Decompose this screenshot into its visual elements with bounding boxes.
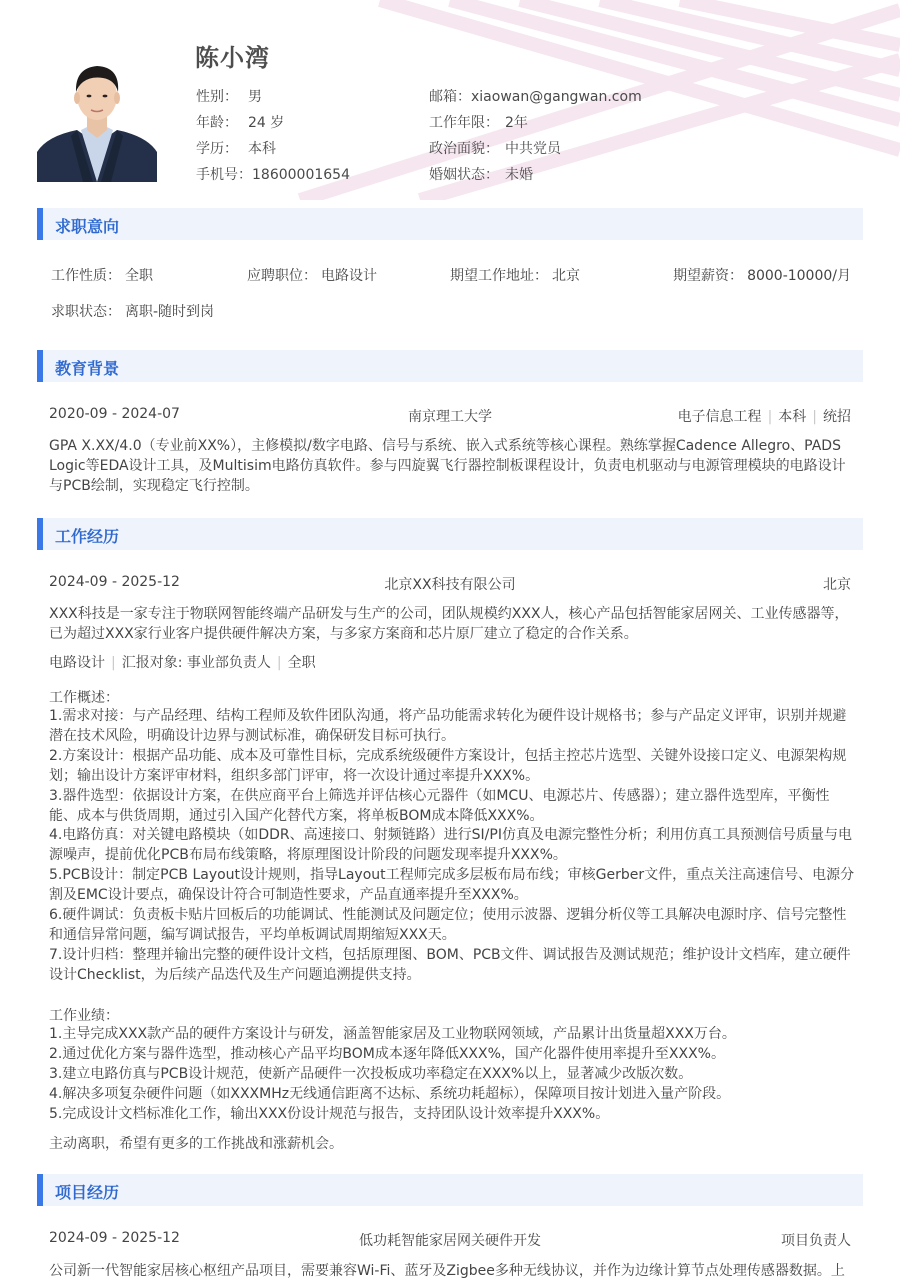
overview-line: 源噪声，提前优化PCB布局布线策略，将原理图设计阶段的问题发现率提升XXX%。 [49, 847, 567, 864]
overview-line: 2.方案设计：根据产品功能、成本及可靠性目标，完成系统级硬件方案设计，包括主控芯片选型、关键外设接口定义、电源架构规 [49, 747, 847, 764]
intent-location-value: 北京 [552, 268, 580, 284]
intent-position-label: 应聘职位： [247, 268, 317, 284]
profile-photo [37, 52, 157, 182]
education-school: 南京理工大学 [408, 409, 492, 425]
politics-field [429, 138, 561, 158]
project-role: 项目负责人 [781, 1233, 851, 1249]
achievement-line: 2.通过优化方案与器件选型，推动核心产品平均BOM成本逐年降低XXX%，国产化器件使用率提升至XXX%。 [49, 1045, 725, 1062]
overview-line: 5.PCB设计：制定PCB Layout设计规则，指导Layout工程师完成多层板布局布线；审核Gerber文件，重点关注高速信号、电源分 [49, 867, 855, 884]
marital-value: 未婚 [505, 167, 533, 183]
project-description: 公司新一代智能家居核心枢纽产品项目，需要兼容Wi-Fi、蓝牙及Zigbee多种无线协议，并作为边缘计算节点处理传感器数据。上 [49, 1263, 845, 1279]
candidate-name: 陈小湾 [195, 44, 270, 72]
education-level-field [196, 138, 276, 158]
phone-label: 手机号： [196, 167, 252, 183]
divider: | [812, 409, 817, 425]
overview-line: 设计Checklist，为后续产品迭代及生产问题追溯提供支持。 [49, 966, 421, 983]
divider: | [276, 655, 282, 671]
education-major-info [678, 406, 851, 426]
overview-line: 1.需求对接：与产品经理、结构工程师及软件团队沟通，将产品功能需求转化为硬件设计规格书；参与产品定义评审，识别并规避 [49, 708, 847, 724]
overview-line: 和通信异常问题，编写调试报告，平均单板调试周期缩短XXX天。 [49, 926, 456, 943]
gender-field [196, 86, 262, 106]
achievement-line: 4.解决多项复杂硬件问题（如XXXMHz无线通信距离不达标、系统功耗超标），保障项目按计划进入量产阶段。 [49, 1085, 731, 1102]
divider: | [767, 409, 773, 425]
intent-status-value: 离职-随时到岗 [125, 304, 215, 320]
intent-type [51, 265, 153, 285]
work-kind: 全职 [287, 655, 316, 671]
overview-line: 潜在技术风险，明确设计边界与测试标准，确保研发目标可执行。 [49, 727, 455, 744]
work-achievements-list [49, 1025, 855, 1125]
intent-salary [673, 265, 851, 285]
education-date: 2020-09 - 2024-07 [49, 406, 180, 422]
overview-line: 4.电路仿真：对关键电路模块（如DDR、高速接口、射频链路）进行SI/PI仿真及电源完整性分析；利用仿真工具预测信号质量与电 [49, 827, 852, 844]
overview-line: 能、成本与供货周期，通过引入国产化替代方案，将单板BOM成本降低XXX%。 [49, 807, 544, 824]
section-header-education [37, 350, 863, 382]
section-accent-bar [37, 1174, 43, 1206]
section-accent-bar [37, 208, 43, 240]
overview-line: 7.设计归档：整理并输出完整的硬件设计文档，包括原理图、BOM、PCB文件、调试报告及测试规范；维护设计文档库，建立硬件 [49, 946, 851, 963]
project-date: 2024-09 - 2025-12 [49, 1230, 180, 1246]
education-degree: 本科 [778, 409, 807, 425]
phone-field [196, 164, 350, 184]
intent-salary-label: 期望薪资： [673, 268, 744, 284]
work-overview-title: 工作概述： [49, 690, 119, 706]
section-header-project [37, 1174, 863, 1206]
overview-line: 划；输出设计方案评审材料，组织多部门评审，将一次设计通过率提升XXX%。 [49, 767, 540, 784]
overview-line: 割及EMC设计要点，确保设计符合可制造性要求，产品直通率提升至XXX%。 [49, 887, 528, 904]
section-accent-bar [37, 350, 43, 382]
overview-line: 3.器件选型：依据设计方案，在供应商平台上筛选并评估核心元器件（如MCU、电源芯片、传感器）；建立器件选型库，平衡性 [49, 787, 830, 804]
marital-field [429, 164, 533, 184]
age-field [196, 112, 284, 132]
education-description: GPA X.XX/4.0（专业前XX%），主修模拟/数字电路、信号与系统、嵌入式系统等核心课程。熟练掌握Cadence Allegro、PADS Logic等EDA设计工具，及Multisim电路仿真软件。参与四旋翼飞行器控制板课程设计，负责电机驱动与电源管理模块的电路设计与PCB绘制，实现稳定飞行控制。 [49, 438, 846, 494]
marital-label: 婚姻状态： [429, 167, 499, 183]
politics-label: 政治面貌： [429, 141, 499, 157]
work-years-field [429, 112, 528, 132]
section-header-job-intent [37, 208, 863, 240]
company-intro: XXX科技是一家专注于物联网智能终端产品研发与生产的公司，团队规模约XXX人，核心产品包括智能家居网关、工业传感器等，已为超过XXX家行业客户提供硬件解决方案，与多家方案商和芯片原厂建立了稳定的合作关系。 [49, 606, 849, 642]
intent-location [450, 265, 580, 285]
intent-salary-value: 8000-10000/月 [747, 268, 851, 284]
age-value: 24 岁 [248, 115, 285, 131]
overview-line: 6.硬件调试：负责板卡贴片回板后的功能调试、性能测试及问题定位；使用示波器、逻辑分析仪等工具解决电源时序、信号完整性 [49, 907, 847, 924]
email-label: 邮箱： [429, 89, 471, 105]
section-title: 求职意向 [55, 217, 120, 236]
achievement-line: 3.建立电路仿真与PCB设计规范，使新产品硬件一次投板成功率稳定在XXX%以上，显著减少改版次数。 [49, 1065, 693, 1082]
intent-position-value: 电路设计 [321, 268, 377, 284]
intent-position [247, 265, 377, 285]
gender-value: 男 [248, 89, 262, 105]
years-label: 工作年限： [429, 115, 499, 131]
email-value[interactable]: xiaowan@gangwan.com [471, 89, 642, 105]
intent-type-label: 工作性质： [51, 268, 121, 284]
intent-type-value: 全职 [125, 268, 153, 284]
edu-label: 学历： [196, 141, 238, 157]
gender-label: 性别： [196, 89, 238, 105]
email-field [429, 86, 642, 106]
work-role: 电路设计 [49, 655, 105, 671]
work-company: 北京XX科技有限公司 [384, 577, 516, 593]
education-type: 统招 [823, 409, 851, 425]
education-major: 电子信息工程 [677, 409, 762, 425]
achievement-line: 1.主导完成XXX款产品的硬件方案设计与研发，涵盖智能家居及工业物联网领域，产品累计出货量超XXX万台。 [49, 1026, 736, 1042]
work-achievements-title: 工作业绩： [49, 1008, 119, 1024]
politics-value: 中共党员 [505, 141, 561, 157]
intent-status-label: 求职状态： [51, 304, 121, 320]
section-title: 教育背景 [55, 359, 120, 378]
section-header-work [37, 518, 863, 550]
intent-status [51, 301, 214, 321]
years-value: 2年 [505, 115, 528, 131]
leave-reason: 主动离职，希望有更多的工作挑战和涨薪机会。 [49, 1136, 343, 1152]
intent-location-label: 期望工作地址： [450, 268, 548, 284]
work-date: 2024-09 - 2025-12 [49, 574, 180, 590]
work-report: 汇报对象: 事业部负责人 [121, 655, 271, 671]
edu-value: 本科 [248, 141, 276, 157]
work-city: 北京 [823, 577, 851, 593]
section-title: 项目经历 [55, 1183, 120, 1202]
section-accent-bar [37, 518, 43, 550]
divider: | [111, 655, 116, 671]
achievement-line: 5.完成设计文档标准化工作，输出XXX份设计规范与报告，支持团队设计效率提升XXX%。 [49, 1105, 610, 1122]
phone-value: 18600001654 [252, 167, 350, 183]
age-label: 年龄： [196, 115, 238, 131]
work-meta [49, 652, 316, 672]
project-name: 低功耗智能家居网关硬件开发 [359, 1233, 541, 1249]
section-title: 工作经历 [55, 527, 120, 546]
work-overview-list [49, 707, 855, 986]
